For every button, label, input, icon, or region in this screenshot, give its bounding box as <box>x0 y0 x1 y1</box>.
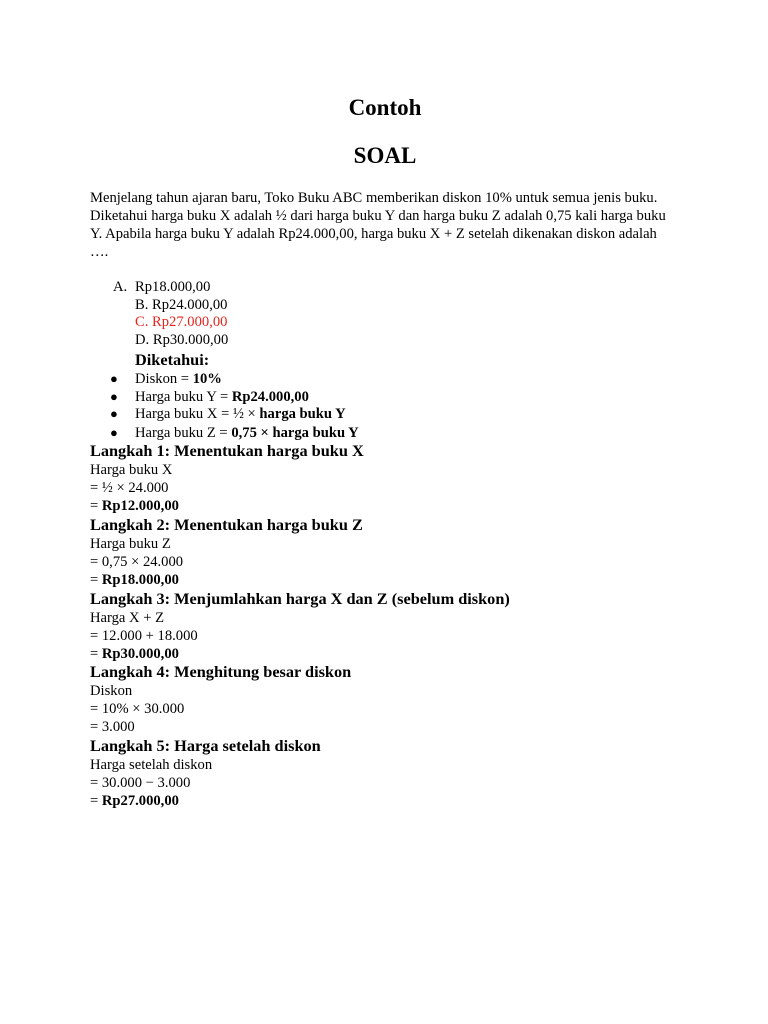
step-line: = 12.000 + 18.000 <box>90 628 198 644</box>
step-heading: Langkah 5: Harga setelah diskon <box>90 736 321 755</box>
step-line: = ½ × 24.000 <box>90 480 169 496</box>
known-item-label: Harga buku Z = <box>135 424 232 441</box>
known-item-label: Harga buku X = ½ × <box>135 406 260 422</box>
step-result-value: Rp12.000,00 <box>101 498 179 514</box>
bullet-icon: ● <box>110 424 118 440</box>
step-result <box>90 792 680 810</box>
step-4 <box>90 662 680 736</box>
step-result <box>90 497 680 515</box>
step-3 <box>90 589 680 663</box>
step-result-prefix: = <box>90 572 102 588</box>
question-text: Menjelang tahun ajaran baru, Toko Buku ABC memberikan diskon 10% untuk semua jenis buku. Diketahui harga buku X adalah ½ dari harga buku Y dan harga buku Z adalah 0,75 kali harga buku Y. Apabila harga buku Y adalah Rp24.000,00, harga buku X + Z setelah dikenakan diskon adalah …. <box>90 190 666 260</box>
step-result-value: Rp18.000,00 <box>101 572 179 588</box>
step-result-prefix: = <box>90 646 102 662</box>
bullet-icon: ● <box>110 388 118 404</box>
step-result-value: Rp30.000,00 <box>101 646 179 662</box>
known-item-label: Harga buku Y = <box>135 388 232 405</box>
known-item-value: 10% <box>192 371 222 387</box>
step-heading: Langkah 1: Menentukan harga buku X <box>90 441 364 460</box>
step-result-value: Rp27.000,00 <box>101 793 179 809</box>
step-result <box>90 645 680 663</box>
step-heading: Langkah 4: Menghitung besar diskon <box>90 662 352 681</box>
step-line: = 10% × 30.000 <box>90 701 185 717</box>
step-line: Diskon <box>90 683 133 699</box>
page-title-line1: Contoh <box>348 95 422 120</box>
step-5 <box>90 736 680 810</box>
option-d: D. Rp30.000,00 <box>135 331 229 348</box>
step-heading: Langkah 2: Menentukan harga buku Z <box>90 515 363 534</box>
known-item-value: 0,75 × harga buku Y <box>231 424 359 441</box>
step-1 <box>90 441 680 515</box>
step-line: Harga setelah diskon <box>90 757 213 773</box>
step-line: Harga buku X <box>90 462 173 478</box>
step-2 <box>90 515 680 589</box>
step-heading: Langkah 3: Menjumlahkan harga X dan Z (sebelum diskon) <box>90 589 510 608</box>
known-item-value: harga buku Y <box>259 406 346 422</box>
option-c-correct: C. Rp27.000,00 <box>135 314 228 330</box>
known-item-value: Rp24.000,00 <box>231 388 309 405</box>
option-a <box>113 279 211 297</box>
known-heading: Diketahui: <box>135 350 210 369</box>
step-line: = 0,75 × 24.000 <box>90 554 184 570</box>
bullet-icon: ● <box>110 406 118 421</box>
option-b: B. Rp24.000,00 <box>135 296 228 313</box>
step-line: Harga X + Z <box>90 610 165 626</box>
step-result <box>90 718 680 736</box>
option-a-letter: A. <box>113 279 128 295</box>
step-result-prefix: = 3.000 <box>90 719 135 735</box>
step-result-prefix: = <box>90 498 102 514</box>
step-line: = 30.000 − 3.000 <box>90 775 191 791</box>
step-line: Harga buku Z <box>90 536 171 552</box>
step-result <box>90 571 680 589</box>
bullet-icon: ● <box>110 371 118 386</box>
page-title-line2: SOAL <box>353 143 417 168</box>
known-item-label: Diskon = <box>135 371 193 387</box>
step-result-prefix: = <box>90 793 102 809</box>
option-a-text: Rp18.000,00 <box>135 279 211 295</box>
